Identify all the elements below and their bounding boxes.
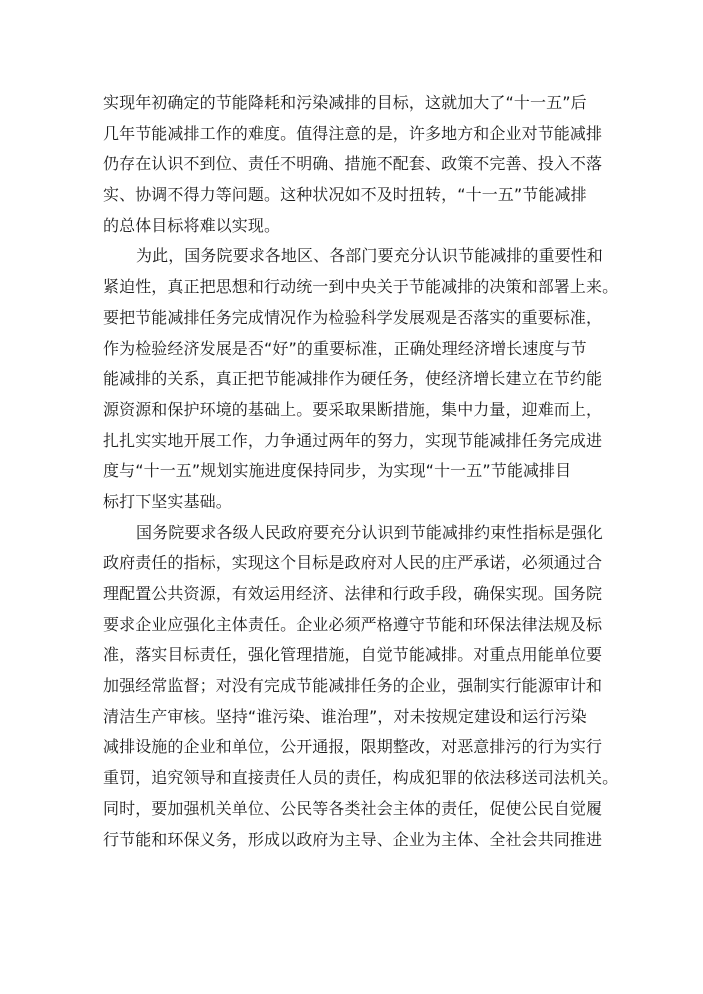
text-line: 同时，要加强机关单位、公民等各类社会主体的责任，促使公民自觉履	[103, 798, 603, 818]
text-line: 作为检验经济发展是否“好”的重要标准，正确处理经济增长速度与节	[103, 338, 587, 358]
text-line: 紧迫性，真正把思想和行动统一到中央关于节能减排的决策和部署上来。	[103, 277, 619, 297]
text-line: 扎扎实实地开展工作，力争通过两年的努力，实现节能减排任务完成进	[103, 430, 603, 450]
text-line: 标打下坚实基础。	[103, 491, 232, 511]
text-line: 源资源和保护环境的基础上。要采取果断措施，集中力量，迎难而上，	[103, 399, 603, 419]
text-line: 加强经常监督；对没有完成节能减排任务的企业，强制实行能源审计和	[103, 676, 603, 696]
text-line: 重罚，追究领导和直接责任人员的责任，构成犯罪的依法移送司法机关。	[103, 768, 619, 788]
text-line: 度与“十一五”规划实施进度保持同步，为实现“十一五”节能减排目	[103, 461, 572, 481]
text-line: 实现年初确定的节能降耗和污染减排的目标，这就加大了“十一五”后	[103, 93, 587, 112]
text-line: 准，落实目标责任，强化管理措施，自觉节能减排。对重点用能单位要	[103, 645, 603, 665]
text-line: 的总体目标将难以实现。	[103, 215, 281, 235]
text-line: 政府责任的指标，实现这个目标是政府对人民的庄严承诺，必须通过合	[103, 553, 603, 573]
paragraph-start-line: 国务院要求各级人民政府要充分认识到节能减排约束性指标是强化	[136, 522, 603, 542]
text-line: 仍存在认识不到位、责任不明确、措施不配套、政策不完善、投入不落	[103, 154, 603, 174]
paragraph-start-line: 为此，国务院要求各地区、各部门要充分认识节能减排的重要性和	[136, 246, 603, 266]
text-line: 减排设施的企业和单位，公开通报，限期整改，对恶意排污的行为实行	[103, 737, 603, 757]
text-line: 几年节能减排工作的难度。值得注意的是，许多地方和企业对节能减排	[103, 123, 603, 143]
body-text	[103, 88, 619, 855]
text-line: 清洁生产审核。坚持“谁污染、谁治理”，对未按规定建设和运行污染	[103, 706, 587, 726]
text-line: 能减排的关系，真正把节能减排作为硬任务，使经济增长建立在节约能	[103, 369, 603, 389]
text-line: 要求企业应强化主体责任。企业必须严格遵守节能和环保法律法规及标	[103, 614, 603, 634]
text-line: 要把节能减排任务完成情况作为检验科学发展观是否落实的重要标准，	[103, 307, 603, 327]
text-line: 理配置公共资源，有效运用经济、法律和行政手段，确保实现。国务院	[103, 584, 603, 603]
text-line: 实、协调不得力等问题。这种状况如不及时扭转，“十一五”节能减排	[103, 185, 587, 205]
text-line: 行节能和环保义务，形成以政府为主导、企业为主体、全社会共同推进	[103, 829, 603, 849]
